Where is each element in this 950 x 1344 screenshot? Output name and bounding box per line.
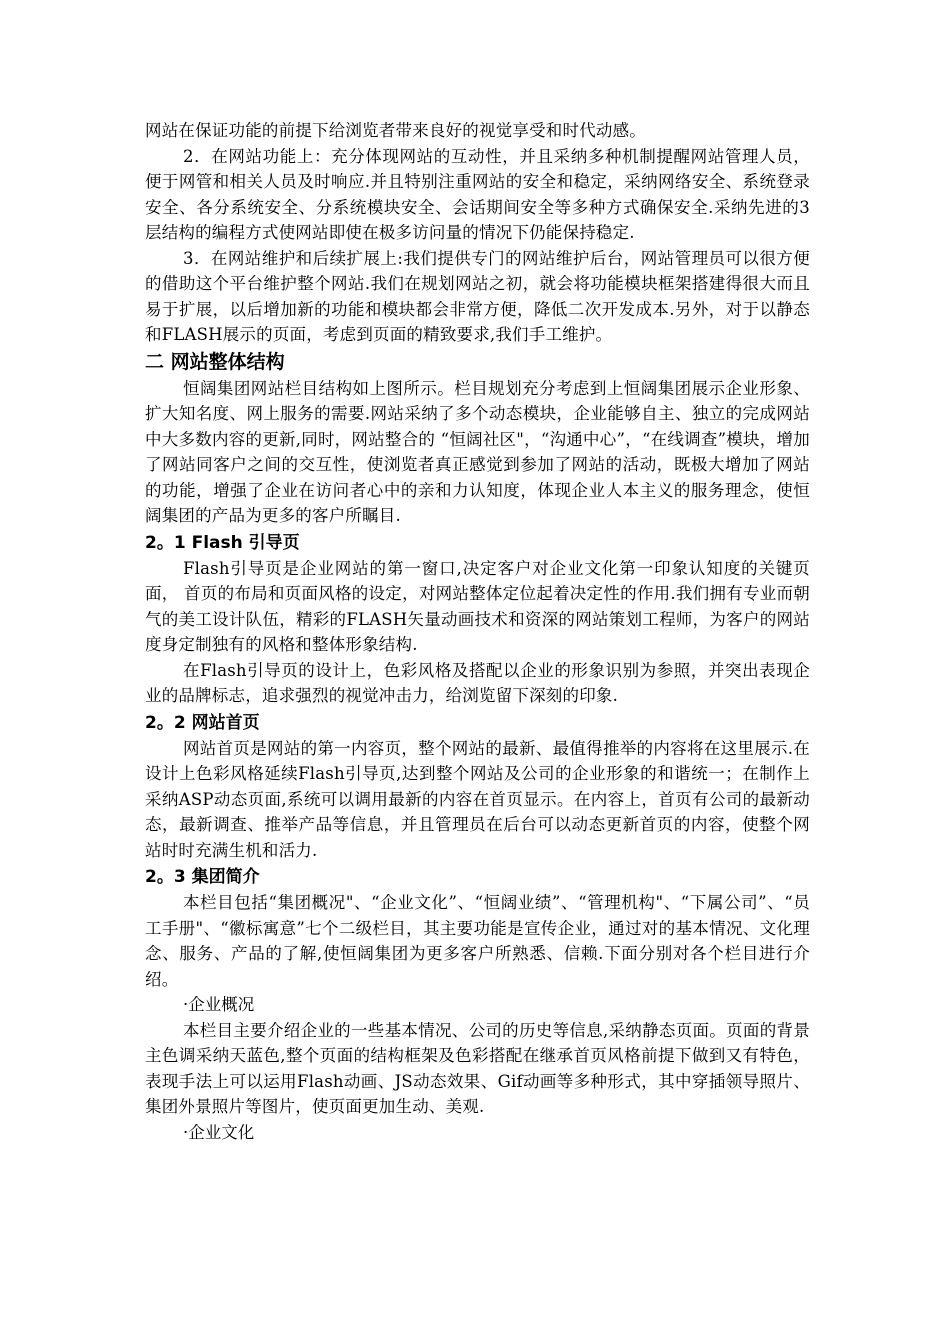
paragraph-design-conclusion: 网站在保证功能的前提下给浏览者带来良好的视觉享受和时代动感。: [145, 121, 646, 140]
bullet-company-overview: ·企业概况: [183, 995, 255, 1014]
paragraph-flash-intro: Flash引导页是企业网站的第一窗口,决定客户对企业文化第一印象认知度的关键页面， 首页的布局和页面风格的设定，对网站整体定位起着决定性的作用.我们拥有专业而朝气的美工设计队伍，精彩的FLASH矢量动画技术和资深的网站策划工程师，为客户的网站度身定制独有的风格和整体形象结构.: [145, 558, 810, 654]
paragraph-home-page: 网站首页是网站的第一内容页，整个网站的最新、最值得推举的内容将在这里展示.在设计上色彩风格延续Flash引导页,达到整个网站及公司的企业形象的和谐统一；在制作上采纳ASP动态页面,系统可以调用最新的内容在首页显示。在内容上，首页有公司的最新动态，最新调查、推举产品等信息，并且管理员在后台可以动态更新首页的内容，使整个网站时时充满生机和活力.: [145, 738, 810, 860]
paragraph-flash-design: 在Flash引导页的设计上，色彩风格及搭配以企业的形象识别为参照，并突出表现企业的品牌标志，追求强烈的视觉冲击力，给浏览留下深刻的印象.: [145, 660, 810, 705]
heading-group-intro: 2。3 集团简介: [145, 867, 260, 887]
heading-home-page: 2。2 网站首页: [145, 712, 260, 733]
paragraph-site-function: 2．在网站功能上：充分体现网站的互动性，并且采纳多种机制提醒网站管理人员，便于网管和相关人员及时响应.并且特别注重网站的安全和稳定，采纳网络安全、系统登录安全、各分系统安全、分系统模块安全、会话期间安全等多种方式确保安全.采纳先进的3层结构的编程方式使网站即使在极多访问量的情况下仍能保持稳定.: [145, 146, 810, 242]
bullet-company-culture: ·企业文化: [183, 1122, 255, 1142]
paragraph-site-structure: 恒阔集团网站栏目结构如上图所示。栏目规划充分考虑到上恒阔集团展示企业形象、扩大知名度、网上服务的需要.网站采纳了多个动态模块，企业能够自主、独立的完成网站中大多数内容的更新,同时，网站整合的 “恒阔社区"，“沟通中心”，“在线调查”模块，增加了网站同客户之间的交互性，使浏览者真正感觉到参加了网站的活动，既极大增加了网站的功能，增强了企业在访问者心中的亲和力认知度，体现企业人本主义的服务理念，使恒阔集团的产品为更多的客户所瞩目.: [145, 378, 810, 525]
paragraph-site-maintenance: 3．在网站维护和后续扩展上:我们提供专门的网站维护后台，网站管理员可以很方便的借助这个平台维护整个网站.我们在规划网站之初，就会将功能模块框架搭建得很大而且易于扩展，以后增加新的功能和模块都会非常方便，降低二次开发成本.另外，对于以静态和FLASH展示的页面，考虑到页面的精致要求,我们手工维护。: [145, 248, 810, 344]
document-body: [145, 118, 810, 1145]
heading-flash-intro: 2。1 Flash 引导页: [145, 532, 300, 553]
paragraph-company-overview: 本栏目主要介绍企业的一些基本情况、公司的历史等信息,采纳静态页面。页面的背景主色调采纳天蓝色,整个页面的结构框架及色彩搭配在继承首页风格前提下做到又有特色，表现手法上可以运用Flash动画、JS动态效果、Gif动画等多种形式，其中穿插领导照片、集团外景照片等图片，使页面更加生动、美观.: [145, 1020, 810, 1116]
heading-site-structure: 二 网站整体结构: [145, 350, 285, 373]
paragraph-group-intro: 本栏目包括“集团概况"、“企业文化”、“恒阔业绩”、“管理机构"、“下属公司”、“员工手册"、“徽标寓意”七个二级栏目，其主要功能是宣传企业，通过对的基本情况、文化理念、服务、产品的了解,使恒阔集团为更多客户所熟悉、信赖.下面分别对各个栏目进行介绍。: [145, 893, 810, 989]
